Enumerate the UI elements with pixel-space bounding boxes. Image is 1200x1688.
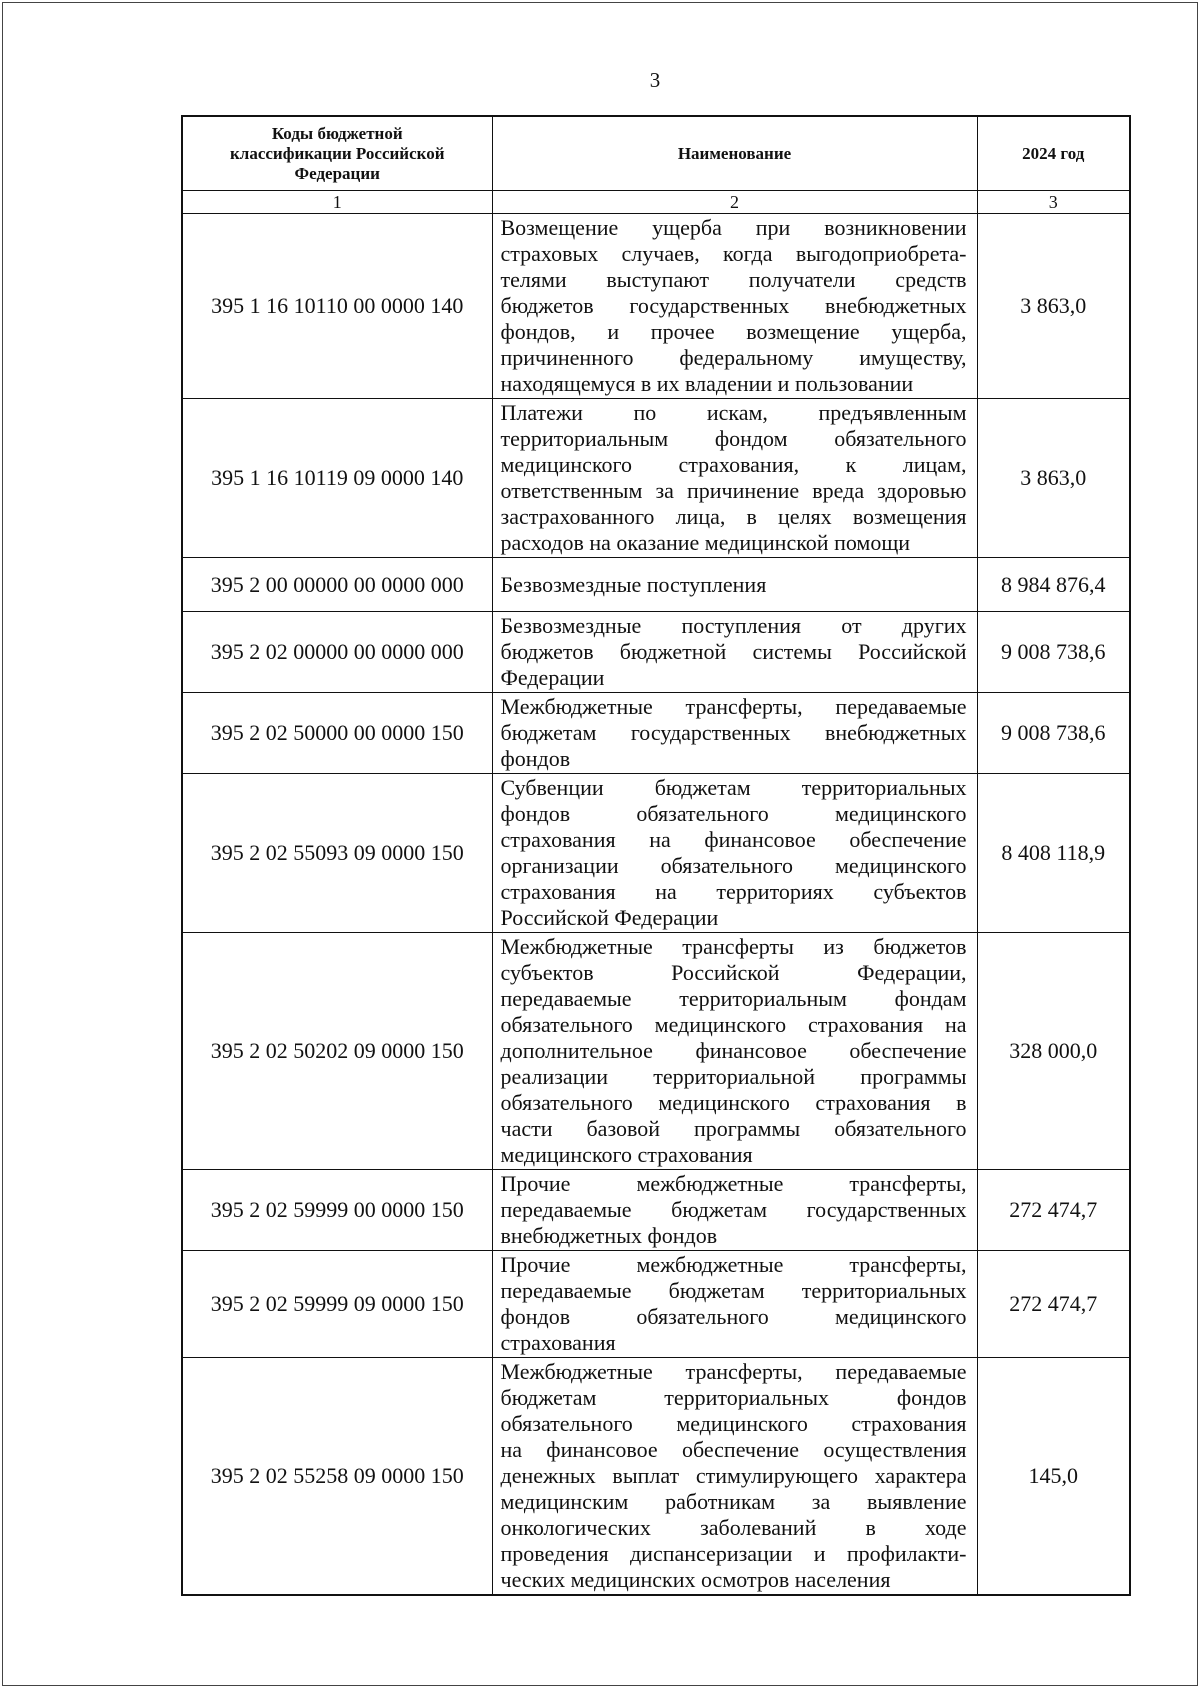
- description-line: медицинского страхования, к лицам,: [500, 452, 967, 477]
- table-row: [182, 399, 1130, 558]
- budget-code-cell: 395 2 02 00000 00 0000 000: [182, 612, 492, 693]
- description-line: онкологических заболеваний в ходе: [500, 1515, 967, 1540]
- budget-code-cell: 395 2 02 50000 00 0000 150: [182, 693, 492, 774]
- description-line: на финансовое обеспечение осуществления: [500, 1437, 967, 1462]
- description-line: обязательного медицинского страхования на: [500, 1012, 967, 1037]
- amount-cell: 272 474,7: [977, 1170, 1130, 1251]
- column-number-row: [182, 191, 1130, 214]
- description-cell: [492, 558, 977, 612]
- budget-code-cell: 395 2 02 55258 09 0000 150: [182, 1358, 492, 1596]
- amount-cell: 8 408 118,9: [977, 774, 1130, 933]
- description-line: передаваемые бюджетам территориальных: [500, 1278, 967, 1303]
- header-codes-line: Коды бюджетной: [271, 123, 403, 143]
- header-year: 2024 год: [977, 116, 1130, 191]
- description-cell: [492, 612, 977, 693]
- description-line: проведения диспансеризации и профилакти-: [500, 1541, 967, 1566]
- description-line: страхования на финансовое обеспечение: [500, 827, 967, 852]
- description-line: Прочие межбюджетные трансферты,: [500, 1252, 967, 1277]
- table-row: [182, 1251, 1130, 1358]
- description-line: обязательного медицинского страхования в: [500, 1090, 967, 1115]
- budget-code-cell: 395 1 16 10110 00 0000 140: [182, 214, 492, 399]
- description-line: бюджетов бюджетной системы Российской: [500, 639, 967, 664]
- description-line: Прочие межбюджетные трансферты,: [500, 1171, 967, 1196]
- amount-cell: 3 863,0: [977, 214, 1130, 399]
- header-codes: [182, 116, 492, 191]
- description-line: Межбюджетные трансферты из бюджетов: [500, 934, 967, 959]
- description-line: территориальным фондом обязательного: [500, 426, 967, 451]
- description-line: расходов на оказание медицинской помощи: [500, 530, 911, 555]
- budget-code-cell: 395 2 02 59999 00 0000 150: [182, 1170, 492, 1251]
- description-cell: [492, 1170, 977, 1251]
- description-line: медицинского страхования: [500, 1142, 753, 1167]
- table-header-row: [182, 116, 1130, 191]
- description-line: дополнительное финансовое обеспечение: [500, 1038, 967, 1063]
- description-line: передаваемые бюджетам государственных: [500, 1197, 967, 1222]
- table-body: [182, 214, 1130, 1596]
- table-row: [182, 1358, 1130, 1596]
- amount-cell: 328 000,0: [977, 933, 1130, 1170]
- header-name: Наименование: [492, 116, 977, 191]
- description-line: Межбюджетные трансферты, передаваемые: [500, 694, 967, 719]
- amount-cell: 8 984 876,4: [977, 558, 1130, 612]
- description-line: субъектов Российской Федерации,: [500, 960, 967, 985]
- table-row: [182, 1170, 1130, 1251]
- amount-cell: 272 474,7: [977, 1251, 1130, 1358]
- description-line: медицинским работникам за выявление: [500, 1489, 967, 1514]
- budget-table: [181, 115, 1131, 1596]
- description-line: организации обязательного медицинского: [500, 853, 967, 878]
- amount-cell: 9 008 738,6: [977, 693, 1130, 774]
- column-number: 1: [182, 191, 492, 214]
- description-line: Платежи по искам, предъявленным: [500, 400, 967, 425]
- budget-code-cell: 395 2 02 55093 09 0000 150: [182, 774, 492, 933]
- description-cell: [492, 399, 977, 558]
- description-line: фондов, и прочее возмещение ущерба,: [500, 319, 967, 344]
- description-line: части базовой программы обязательного: [500, 1116, 967, 1141]
- description-line: телями выступают получатели средств: [500, 267, 967, 292]
- column-number: 2: [492, 191, 977, 214]
- table-row: [182, 612, 1130, 693]
- description-line: денежных выплат стимулирующего характера: [500, 1463, 967, 1488]
- description-line: Российской Федерации: [500, 905, 719, 930]
- description-line: страхования на территориях субъектов: [500, 879, 967, 904]
- description-line: страховых случаев, когда выгодоприобрета-: [500, 241, 967, 266]
- description-line: причиненного федеральному имуществу,: [500, 345, 967, 370]
- table-row: [182, 774, 1130, 933]
- budget-code-cell: 395 2 02 59999 09 0000 150: [182, 1251, 492, 1358]
- budget-code-cell: 395 1 16 10119 09 0000 140: [182, 399, 492, 558]
- table-row: [182, 558, 1130, 612]
- amount-cell: 145,0: [977, 1358, 1130, 1596]
- description-line: Возмещение ущерба при возникновении: [500, 215, 967, 240]
- description-line: передаваемые территориальным фондам: [500, 986, 967, 1011]
- header-codes-line: классификации Российской: [229, 143, 445, 163]
- description-line: находящемуся в их владении и пользовании: [500, 371, 914, 396]
- description-line: ответственным за причинение вреда здоровью: [500, 478, 967, 503]
- description-cell: [492, 774, 977, 933]
- column-number: 3: [977, 191, 1130, 214]
- description-cell: [492, 1251, 977, 1358]
- description-cell: [492, 693, 977, 774]
- description-line: бюджетов государственных внебюджетных: [500, 293, 967, 318]
- table-row: [182, 933, 1130, 1170]
- description-cell: [492, 933, 977, 1170]
- header-codes-line: Федерации: [294, 163, 380, 183]
- description-line: реализации территориальной программы: [500, 1064, 967, 1089]
- table-row: [182, 693, 1130, 774]
- amount-cell: 9 008 738,6: [977, 612, 1130, 693]
- description-line: Межбюджетные трансферты, передаваемые: [500, 1359, 967, 1384]
- description-line: внебюджетных фондов: [500, 1223, 718, 1248]
- description-line: Федерации: [500, 665, 605, 690]
- description-line: бюджетам государственных внебюджетных: [500, 720, 967, 745]
- description-line: ческих медицинских осмотров населения: [500, 1567, 891, 1592]
- description-line: Субвенции бюджетам территориальных: [500, 775, 967, 800]
- description-line: Безвозмездные поступления: [500, 571, 767, 597]
- page-number: 3: [649, 68, 661, 92]
- description-line: фондов обязательного медицинского: [500, 801, 967, 826]
- table-row: [182, 214, 1130, 399]
- description-cell: [492, 1358, 977, 1596]
- description-line: бюджетам территориальных фондов: [500, 1385, 967, 1410]
- description-cell: [492, 214, 977, 399]
- description-line: обязательного медицинского страхования: [500, 1411, 967, 1436]
- budget-code-cell: 395 2 00 00000 00 0000 000: [182, 558, 492, 612]
- description-line: фондов обязательного медицинского: [500, 1304, 967, 1329]
- budget-code-cell: 395 2 02 50202 09 0000 150: [182, 933, 492, 1170]
- description-line: фондов: [500, 746, 571, 771]
- description-line: Безвозмездные поступления от других: [500, 613, 967, 638]
- description-line: страхования: [500, 1330, 616, 1355]
- description-line: застрахованного лица, в целях возмещения: [500, 504, 967, 529]
- amount-cell: 3 863,0: [977, 399, 1130, 558]
